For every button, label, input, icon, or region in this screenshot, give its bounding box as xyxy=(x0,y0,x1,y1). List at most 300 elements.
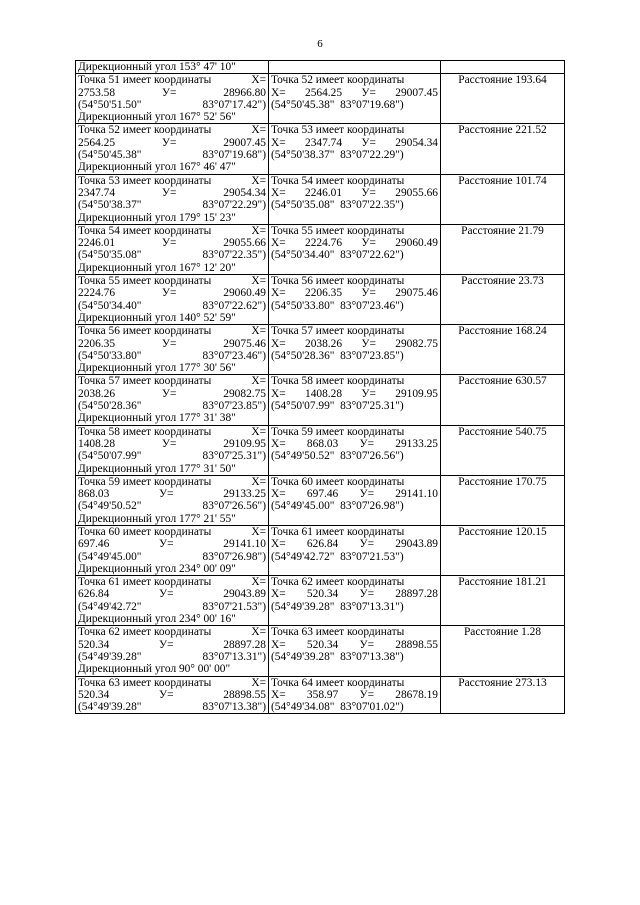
direction-angle: Дирекционный угол 177° 21' 55" xyxy=(78,512,236,525)
point-title: Точка 53 имеет координаты xyxy=(78,174,212,187)
direction-angle: Дирекционный угол 177° 31' 38" xyxy=(78,412,236,425)
geo-line xyxy=(78,350,266,362)
xy-line xyxy=(271,87,438,99)
y-label: У= xyxy=(361,337,376,350)
x-label: X= xyxy=(271,538,286,551)
latitude: (54°50'51.50" xyxy=(78,98,142,111)
xy-line xyxy=(78,87,266,99)
longitude: 83°07'26.98") xyxy=(202,550,266,563)
direction-angle: Дирекционный угол 140° 52' 59" xyxy=(78,311,236,324)
xy-line xyxy=(271,588,438,600)
xy-line xyxy=(78,488,266,500)
point-title-line xyxy=(271,74,438,86)
longitude: 83°07'23.46") xyxy=(202,349,266,362)
x-label: X= xyxy=(251,375,266,388)
geo-line xyxy=(271,249,438,261)
latitude: (54°50'34.40" xyxy=(78,299,142,312)
x-value: 520.34 xyxy=(78,638,110,651)
y-label: У= xyxy=(161,287,177,300)
distance-value: Расстояние 21.79 xyxy=(461,224,544,237)
point-title-line xyxy=(78,275,266,287)
x-value: 626.84 xyxy=(306,538,339,551)
y-label: У= xyxy=(359,437,375,450)
y-label: У= xyxy=(361,186,376,199)
xy-line xyxy=(78,287,266,299)
point-title-line xyxy=(271,526,438,538)
latitude: (54°49'39.28" xyxy=(271,600,335,613)
y-label: У= xyxy=(159,638,174,651)
table-row xyxy=(76,676,565,714)
start-point-cell xyxy=(76,676,269,714)
point-title-line xyxy=(78,426,266,438)
xy-line xyxy=(78,338,266,350)
distance-value: Расстояние 101.74 xyxy=(458,174,547,187)
x-label: X= xyxy=(251,525,266,538)
latitude: (54°49'39.28" xyxy=(78,701,142,714)
longitude: 83°07'26.56") xyxy=(202,500,266,513)
x-value: 358.97 xyxy=(306,688,339,701)
point-title: Точка 62 имеет координаты xyxy=(78,626,212,639)
distance-value: Расстояние 540.75 xyxy=(458,425,547,438)
end-point-cell xyxy=(269,275,441,325)
longitude: 83°07'21.53") xyxy=(202,600,266,613)
latitude: (54°50'38.37" xyxy=(78,199,142,212)
distance-value: Расстояние 221.52 xyxy=(458,124,547,137)
point-title-line xyxy=(271,325,438,337)
x-value: 520.34 xyxy=(306,638,339,651)
longitude: 83°07'25.31") xyxy=(202,450,266,463)
direction-line xyxy=(78,111,266,123)
y-label: У= xyxy=(161,86,177,99)
y-value: 29141.10 xyxy=(223,538,266,551)
x-value: 2564.25 xyxy=(305,86,343,99)
geo-line xyxy=(78,651,266,663)
distance-cell xyxy=(441,124,565,174)
y-value: 29133.25 xyxy=(395,437,438,450)
distance-cell xyxy=(441,626,565,676)
x-value: 2206.35 xyxy=(305,287,343,300)
direction-line xyxy=(78,563,266,575)
point-title: Точка 58 имеет координаты xyxy=(271,375,405,388)
y-value: 29007.45 xyxy=(223,136,266,149)
y-label: У= xyxy=(161,237,177,250)
longitude: 83°07'19.68") xyxy=(340,98,404,111)
start-point-cell xyxy=(76,375,269,425)
latitude: (54°50'34.40" xyxy=(271,249,335,262)
y-label: У= xyxy=(361,237,376,250)
xy-line xyxy=(78,438,266,450)
direction-line xyxy=(78,412,266,424)
geo-line xyxy=(271,701,438,713)
latitude: (54°50'33.80" xyxy=(271,299,335,312)
latitude: (54°50'33.80" xyxy=(78,349,142,362)
table-row xyxy=(76,375,565,425)
y-value: 28897.28 xyxy=(395,588,438,601)
latitude: (54°49'45.00" xyxy=(78,550,142,563)
longitude: 83°07'13.38") xyxy=(202,701,266,714)
y-value: 28898.55 xyxy=(223,688,266,701)
point-title-line xyxy=(78,225,266,237)
point-title-line xyxy=(78,476,266,488)
latitude: (54°49'50.52" xyxy=(78,500,142,513)
point-title: Точка 59 имеет координаты xyxy=(78,475,212,488)
longitude: 83°07'26.56") xyxy=(340,450,404,463)
geo-line xyxy=(271,149,438,161)
x-value: 2347.74 xyxy=(305,136,343,149)
table-row xyxy=(76,224,565,274)
end-point-cell xyxy=(269,425,441,475)
geo-line xyxy=(271,300,438,312)
distance-value: Расстояние 168.24 xyxy=(458,325,547,338)
xy-line xyxy=(271,689,438,701)
latitude: (54°49'39.28" xyxy=(271,650,335,663)
y-value: 29109.95 xyxy=(223,437,266,450)
distance-value: Расстояние 1.28 xyxy=(463,626,542,639)
longitude: 83°07'22.29") xyxy=(202,199,266,212)
xy-line xyxy=(78,588,266,600)
y-label: У= xyxy=(159,538,174,551)
end-point-cell xyxy=(269,124,441,174)
point-title-line xyxy=(271,175,438,187)
point-title-line xyxy=(78,325,266,337)
x-label: X= xyxy=(271,337,286,350)
xy-line xyxy=(78,187,266,199)
y-value: 29109.95 xyxy=(395,387,438,400)
y-value: 29082.75 xyxy=(223,387,266,400)
latitude: (54°49'34.08" xyxy=(271,701,335,714)
end-point-cell xyxy=(269,74,441,124)
x-label: X= xyxy=(271,186,286,199)
distance-cell xyxy=(441,576,565,626)
distance-cell xyxy=(441,325,565,375)
y-value: 29055.66 xyxy=(395,186,438,199)
y-label: У= xyxy=(159,688,174,701)
x-label: X= xyxy=(251,425,266,438)
distance-value: Расстояние 630.57 xyxy=(458,375,547,388)
direction-angle: Дирекционный угол 90° 00' 00" xyxy=(78,663,231,676)
y-value: 29133.25 xyxy=(223,488,266,501)
x-label: X= xyxy=(251,626,266,639)
point-title: Точка 57 имеет координаты xyxy=(271,325,405,338)
start-point-cell xyxy=(76,475,269,525)
point-title-line xyxy=(271,626,438,638)
x-label: X= xyxy=(271,136,286,149)
empty-cell xyxy=(441,61,565,74)
longitude: 83°07'13.38") xyxy=(340,650,404,663)
y-label: У= xyxy=(361,387,376,400)
direction-line xyxy=(78,362,266,374)
y-label: У= xyxy=(161,186,177,199)
y-value: 28966.80 xyxy=(223,86,266,99)
distance-value: Расстояние 23.73 xyxy=(461,275,544,288)
distance-cell xyxy=(441,224,565,274)
point-title-line xyxy=(78,74,266,86)
x-label: X= xyxy=(251,475,266,488)
latitude: (54°50'28.36" xyxy=(271,349,335,362)
longitude: 83°07'22.35") xyxy=(340,199,404,212)
point-title-line xyxy=(78,626,266,638)
y-label: У= xyxy=(161,387,177,400)
geo-line xyxy=(271,350,438,362)
point-title: Точка 54 имеет координаты xyxy=(271,174,405,187)
point-title: Точка 52 имеет координаты xyxy=(78,124,212,137)
geo-line xyxy=(78,450,266,462)
empty-cell xyxy=(269,61,441,74)
point-title: Точка 60 имеет координаты xyxy=(271,475,405,488)
longitude: 83°07'19.68") xyxy=(202,149,266,162)
x-label: X= xyxy=(251,174,266,187)
point-title: Точка 51 имеет координаты xyxy=(78,74,212,87)
x-label: X= xyxy=(251,576,266,589)
distance-value: Расстояние 181.21 xyxy=(458,576,547,589)
point-title: Точка 59 имеет координаты xyxy=(271,425,405,438)
point-title: Точка 64 имеет координаты xyxy=(271,676,405,689)
distance-cell xyxy=(441,174,565,224)
longitude: 83°07'23.85") xyxy=(202,400,266,413)
distance-value: Расстояние 193.64 xyxy=(458,74,547,87)
point-title: Точка 60 имеет координаты xyxy=(78,525,212,538)
geo-line xyxy=(271,500,438,512)
y-value: 29141.10 xyxy=(395,488,438,501)
geo-line xyxy=(78,300,266,312)
x-value: 2038.26 xyxy=(305,337,343,350)
geo-line xyxy=(271,99,438,111)
latitude: (54°50'45.38" xyxy=(78,149,142,162)
direction-angle: Дирекционный угол 177° 30' 56" xyxy=(78,362,236,375)
x-label: X= xyxy=(271,287,286,300)
direction-line xyxy=(78,312,266,324)
geo-line xyxy=(78,149,266,161)
point-title: Точка 61 имеет координаты xyxy=(78,576,212,589)
direction-line xyxy=(78,463,266,475)
x-value: 697.46 xyxy=(306,488,339,501)
longitude: 83°07'13.31") xyxy=(202,650,266,663)
direction-angle: Дирекционный угол 167° 12' 20" xyxy=(78,261,236,274)
geo-line xyxy=(78,701,266,713)
latitude: (54°50'35.08" xyxy=(271,199,335,212)
geo-line xyxy=(78,199,266,211)
geo-line xyxy=(78,500,266,512)
table-row xyxy=(76,425,565,475)
longitude: 83°07'22.29") xyxy=(340,149,404,162)
start-point-cell xyxy=(76,74,269,124)
point-title-line xyxy=(271,426,438,438)
x-value: 626.84 xyxy=(78,588,110,601)
y-label: У= xyxy=(359,488,375,501)
x-value: 1408.28 xyxy=(78,437,116,450)
point-title: Точка 62 имеет координаты xyxy=(271,576,405,589)
x-label: X= xyxy=(251,676,266,689)
x-label: X= xyxy=(271,588,286,601)
x-value: 2224.76 xyxy=(78,287,116,300)
direction-line xyxy=(78,613,266,625)
x-label: X= xyxy=(271,437,286,450)
x-value: 2246.01 xyxy=(305,186,343,199)
distance-value: Расстояние 120.15 xyxy=(458,525,547,538)
point-title: Точка 58 имеет координаты xyxy=(78,425,212,438)
longitude: 83°07'17.42") xyxy=(202,98,266,111)
end-point-cell xyxy=(269,375,441,425)
distance-value: Расстояние 170.75 xyxy=(458,475,547,488)
latitude: (54°50'38.37" xyxy=(271,149,335,162)
y-value: 29055.66 xyxy=(223,237,266,250)
point-title-line xyxy=(78,526,266,538)
xy-line xyxy=(78,538,266,550)
y-value: 29054.34 xyxy=(395,136,438,149)
y-value: 29075.46 xyxy=(395,287,438,300)
xy-line xyxy=(271,287,438,299)
y-value: 29060.49 xyxy=(223,287,266,300)
direction-line xyxy=(78,663,266,675)
point-title-line xyxy=(78,175,266,187)
x-label: X= xyxy=(271,638,286,651)
direction-line xyxy=(78,513,266,525)
y-label: У= xyxy=(359,638,375,651)
distance-cell xyxy=(441,74,565,124)
xy-line xyxy=(271,137,438,149)
latitude: (54°50'45.38" xyxy=(271,98,335,111)
point-title: Точка 63 имеет координаты xyxy=(78,676,212,689)
table-row xyxy=(76,74,565,124)
distance-cell xyxy=(441,425,565,475)
end-point-cell xyxy=(269,475,441,525)
coordinates-table xyxy=(75,60,565,714)
x-label: X= xyxy=(251,275,266,288)
longitude: 83°07'13.31") xyxy=(340,600,404,613)
xy-line xyxy=(271,187,438,199)
direction-line xyxy=(78,161,266,173)
y-label: У= xyxy=(359,538,375,551)
geo-line xyxy=(78,551,266,563)
point-title: Точка 55 имеет координаты xyxy=(271,224,405,237)
x-label: X= xyxy=(251,74,266,87)
geo-line xyxy=(271,199,438,211)
longitude: 83°07'23.46") xyxy=(340,299,404,312)
distance-value: Расстояние 273.13 xyxy=(458,676,547,689)
x-label: X= xyxy=(271,86,286,99)
distance-cell xyxy=(441,375,565,425)
direction-angle: Дирекционный угол 167° 52' 56" xyxy=(78,111,236,124)
xy-line xyxy=(271,388,438,400)
longitude: 83°07'21.53") xyxy=(340,550,404,563)
geo-line xyxy=(271,651,438,663)
x-value: 520.34 xyxy=(306,588,339,601)
point-title-line xyxy=(271,476,438,488)
y-label: У= xyxy=(161,337,177,350)
latitude: (54°49'42.72" xyxy=(271,550,335,563)
y-value: 29082.75 xyxy=(395,337,438,350)
y-label: У= xyxy=(159,588,174,601)
table-row xyxy=(76,61,565,74)
x-label: X= xyxy=(251,124,266,137)
distance-cell xyxy=(441,475,565,525)
latitude: (54°50'35.08" xyxy=(78,249,142,262)
start-point-cell xyxy=(76,576,269,626)
xy-line xyxy=(78,237,266,249)
longitude: 83°07'26.98") xyxy=(340,500,404,513)
geo-line xyxy=(271,601,438,613)
end-point-cell xyxy=(269,174,441,224)
direction-angle: Дирекционный угол 234° 00' 09" xyxy=(78,562,236,575)
xy-line xyxy=(271,237,438,249)
distance-cell xyxy=(441,676,565,714)
y-label: У= xyxy=(359,588,375,601)
y-label: У= xyxy=(361,86,376,99)
x-value: 2206.35 xyxy=(78,337,116,350)
geo-line xyxy=(271,400,438,412)
point-title-line xyxy=(78,677,266,689)
geo-line xyxy=(78,99,266,111)
y-label: У= xyxy=(159,488,174,501)
longitude: 83°07'22.62") xyxy=(340,249,404,262)
xy-line xyxy=(78,689,266,701)
distance-cell xyxy=(441,275,565,325)
direction-line xyxy=(78,212,266,224)
point-title: Точка 56 имеет координаты xyxy=(78,325,212,338)
latitude: (54°50'07.99" xyxy=(271,400,335,413)
y-value: 28678.19 xyxy=(395,688,438,701)
start-point-cell xyxy=(76,626,269,676)
table-row xyxy=(76,174,565,224)
direction-angle: Дирекционный угол 179° 15' 23" xyxy=(78,211,236,224)
x-label: X= xyxy=(271,237,286,250)
longitude: 83°07'23.85") xyxy=(340,349,404,362)
y-label: У= xyxy=(361,287,376,300)
geo-line xyxy=(78,400,266,412)
point-title-line xyxy=(78,375,266,387)
x-label: X= xyxy=(271,387,286,400)
y-value: 28898.55 xyxy=(395,638,438,651)
end-point-cell xyxy=(269,224,441,274)
x-label: X= xyxy=(271,688,286,701)
x-label: X= xyxy=(271,488,286,501)
table-row xyxy=(76,525,565,575)
point-title: Точка 56 имеет координаты xyxy=(271,275,405,288)
start-point-cell xyxy=(76,525,269,575)
y-value: 29043.89 xyxy=(223,588,266,601)
table-row xyxy=(76,275,565,325)
point-title-line xyxy=(271,275,438,287)
point-title: Точка 63 имеет координаты xyxy=(271,626,405,639)
y-value: 29075.46 xyxy=(223,337,266,350)
table-row xyxy=(76,576,565,626)
end-point-cell xyxy=(269,525,441,575)
point-title: Точка 52 имеет координаты xyxy=(271,74,405,87)
direction-angle: Дирекционный угол 234° 00' 16" xyxy=(78,613,236,626)
latitude: (54°49'50.52" xyxy=(271,450,335,463)
x-value: 2038.26 xyxy=(78,387,116,400)
distance-cell xyxy=(441,525,565,575)
x-value: 1408.28 xyxy=(305,387,343,400)
geo-line xyxy=(78,249,266,261)
direction-angle: Дирекционный угол 167° 46' 47" xyxy=(78,161,236,174)
geo-line xyxy=(78,601,266,613)
latitude: (54°49'39.28" xyxy=(78,650,142,663)
y-value: 29054.34 xyxy=(223,186,266,199)
point-title: Точка 57 имеет координаты xyxy=(78,375,212,388)
start-point-cell xyxy=(76,224,269,274)
table-row xyxy=(76,325,565,375)
x-label: X= xyxy=(251,224,266,237)
xy-line xyxy=(271,639,438,651)
x-value: 520.34 xyxy=(78,688,110,701)
point-title-line xyxy=(78,124,266,136)
x-value: 2347.74 xyxy=(78,186,116,199)
y-label: У= xyxy=(359,688,375,701)
xy-line xyxy=(78,388,266,400)
start-point-cell xyxy=(76,275,269,325)
x-value: 868.03 xyxy=(306,437,339,450)
